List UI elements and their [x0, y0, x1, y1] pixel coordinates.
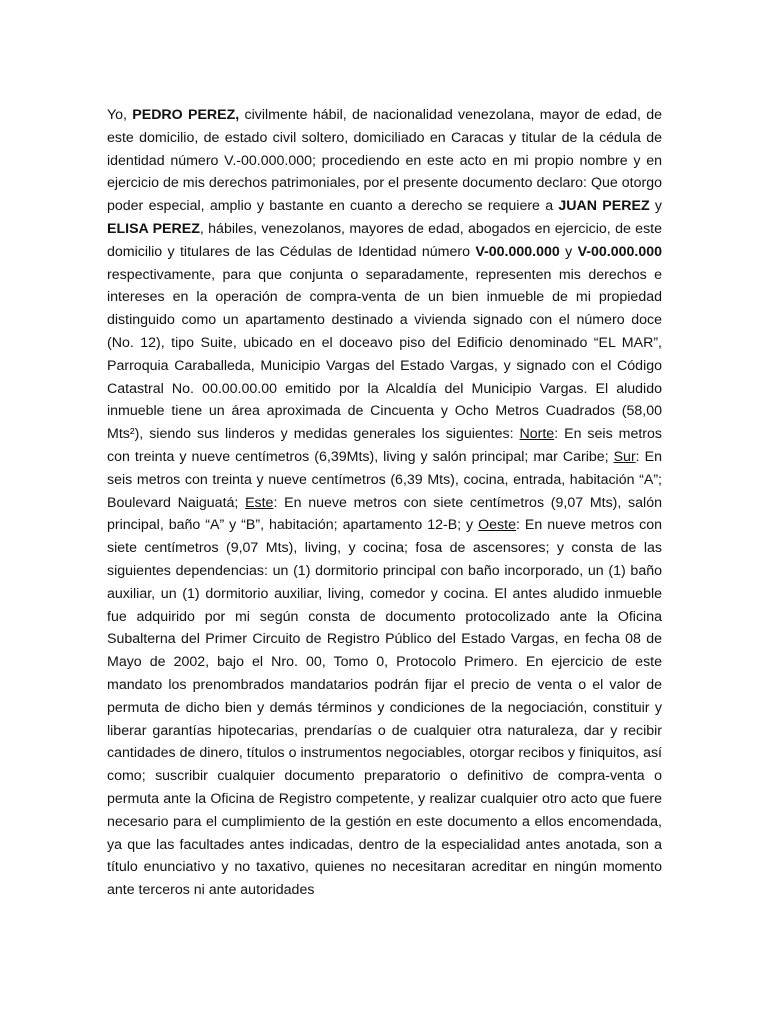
- boundary-north-label: Norte: [519, 426, 555, 443]
- id-number-2: V-00.000.000: [577, 243, 662, 260]
- grantor-name: PEDRO PEREZ,: [132, 107, 240, 123]
- text-segment: respectivamente, para que conjunta o separadamente, representen mis derechos e intereses en la operación de compra-venta de un bien inmueble de mi propiedad distinguido como un apartamento destinado a vivienda signado con el número doce (No. 12), tipo Suite, ubicado en el doceavo piso del Edificio denominado “EL MAR”, Parroquia Caraballeda, Municipio Vargas del Estado Vargas, y signado con el Código Catastral No. 00.00.00.00 emitido por la Alcaldía del Municipio Vargas. El aludido inmueble tiene un área aproximada de Cincuenta y Ocho Metros Cuadrados (58,00 Mts²), siendo sus linderos y medidas generales los siguientes:: [107, 266, 662, 443]
- document-page: [107, 104, 662, 902]
- boundary-south-label: Sur: [613, 448, 636, 465]
- attorney-name-2: ELISA PEREZ: [107, 220, 200, 237]
- text-segment: : En nueve metros con siete centímetros (9,07 Mts), living, y cocina; fosa de ascensores; y consta de las siguientes dependencias: un (1) dormitorio principal con baño incorporado, un (1) baño auxiliar, un (1) dormitorio auxiliar, living, comedor y cocina. El antes aludido inmueble fue adquirido por mi según consta de documento protocolizado ante la Oficina Subalterna del Primer Circuito de Registro Público del Estado Vargas, en fecha 08 de Mayo de 2002, bajo el Nro. 00, Tomo 0, Protocolo Primero. En ejercicio de este mandato los prenombrados mandatarios podrán fijar el precio de venta o el valor de permuta de dicho bien y demás términos y condiciones de la negociación, constituir y liberar garantías hipotecarias, prendarías o de cualquier otra naturaleza, dar y recibir cantidades de dinero, títulos o instrumentos negociables, otorgar recibos y finiquitos, así como; suscribir cualquier documento preparatorio o definitivo de compra-venta o permuta ante la Oficina de Registro competente, y realizar cualquier otro acto que fuere necesario para el cumplimiento de la gestión en este documento a ellos encomendada, ya que las facultades antes indicadas, dentro de la especialidad antes anotada, son a título enunciativo y no taxativo, quienes no necesitaran acreditar en ningún momento ante terceros ni ante autoridades: [107, 517, 663, 899]
- body-paragraph: [107, 104, 662, 902]
- text-segment: , hábiles, venezolanos, mayores de edad, abogados en ejercicio, de este domicilio y titulares de las Cédulas de Identidad número: [107, 220, 662, 260]
- text-segment: : En seis metros con treinta y nueve centímetros (6,39 Mts), cocina, entrada, habitación “A”; Boulevard Naiguatá;: [107, 448, 662, 511]
- text-segment: Yo,: [107, 107, 133, 123]
- text-segment: : En nueve metros con siete centímetros (9,07 Mts), salón principal, baño “A” y “B”, habitación; apartamento 12-B; y: [107, 494, 662, 534]
- text-segment: y: [559, 243, 578, 260]
- boundary-east-label: Este: [245, 494, 274, 511]
- text-segment: civilmente hábil, de nacionalidad venezolana, mayor de edad, de este domicilio, de estado civil soltero, domiciliado en Caracas y titular de la cédula de identidad número V.-00.000.000; procediendo en este acto en mi propio nombre y en ejercicio de mis derechos patrimoniales, por el presente documento declaro: Que otorgo poder especial, amplio y bastante en cuanto a derecho se requiere a: [107, 107, 663, 215]
- attorney-name-1: JUAN PEREZ: [558, 198, 650, 215]
- id-number-1: V-00.000.000: [475, 243, 560, 260]
- text-segment: : En seis metros con treinta y nueve centímetros (6,39Mts), living y salón principal; mar Caribe;: [107, 426, 662, 465]
- text-segment: y: [649, 198, 662, 215]
- boundary-west-label: Oeste: [478, 517, 516, 534]
